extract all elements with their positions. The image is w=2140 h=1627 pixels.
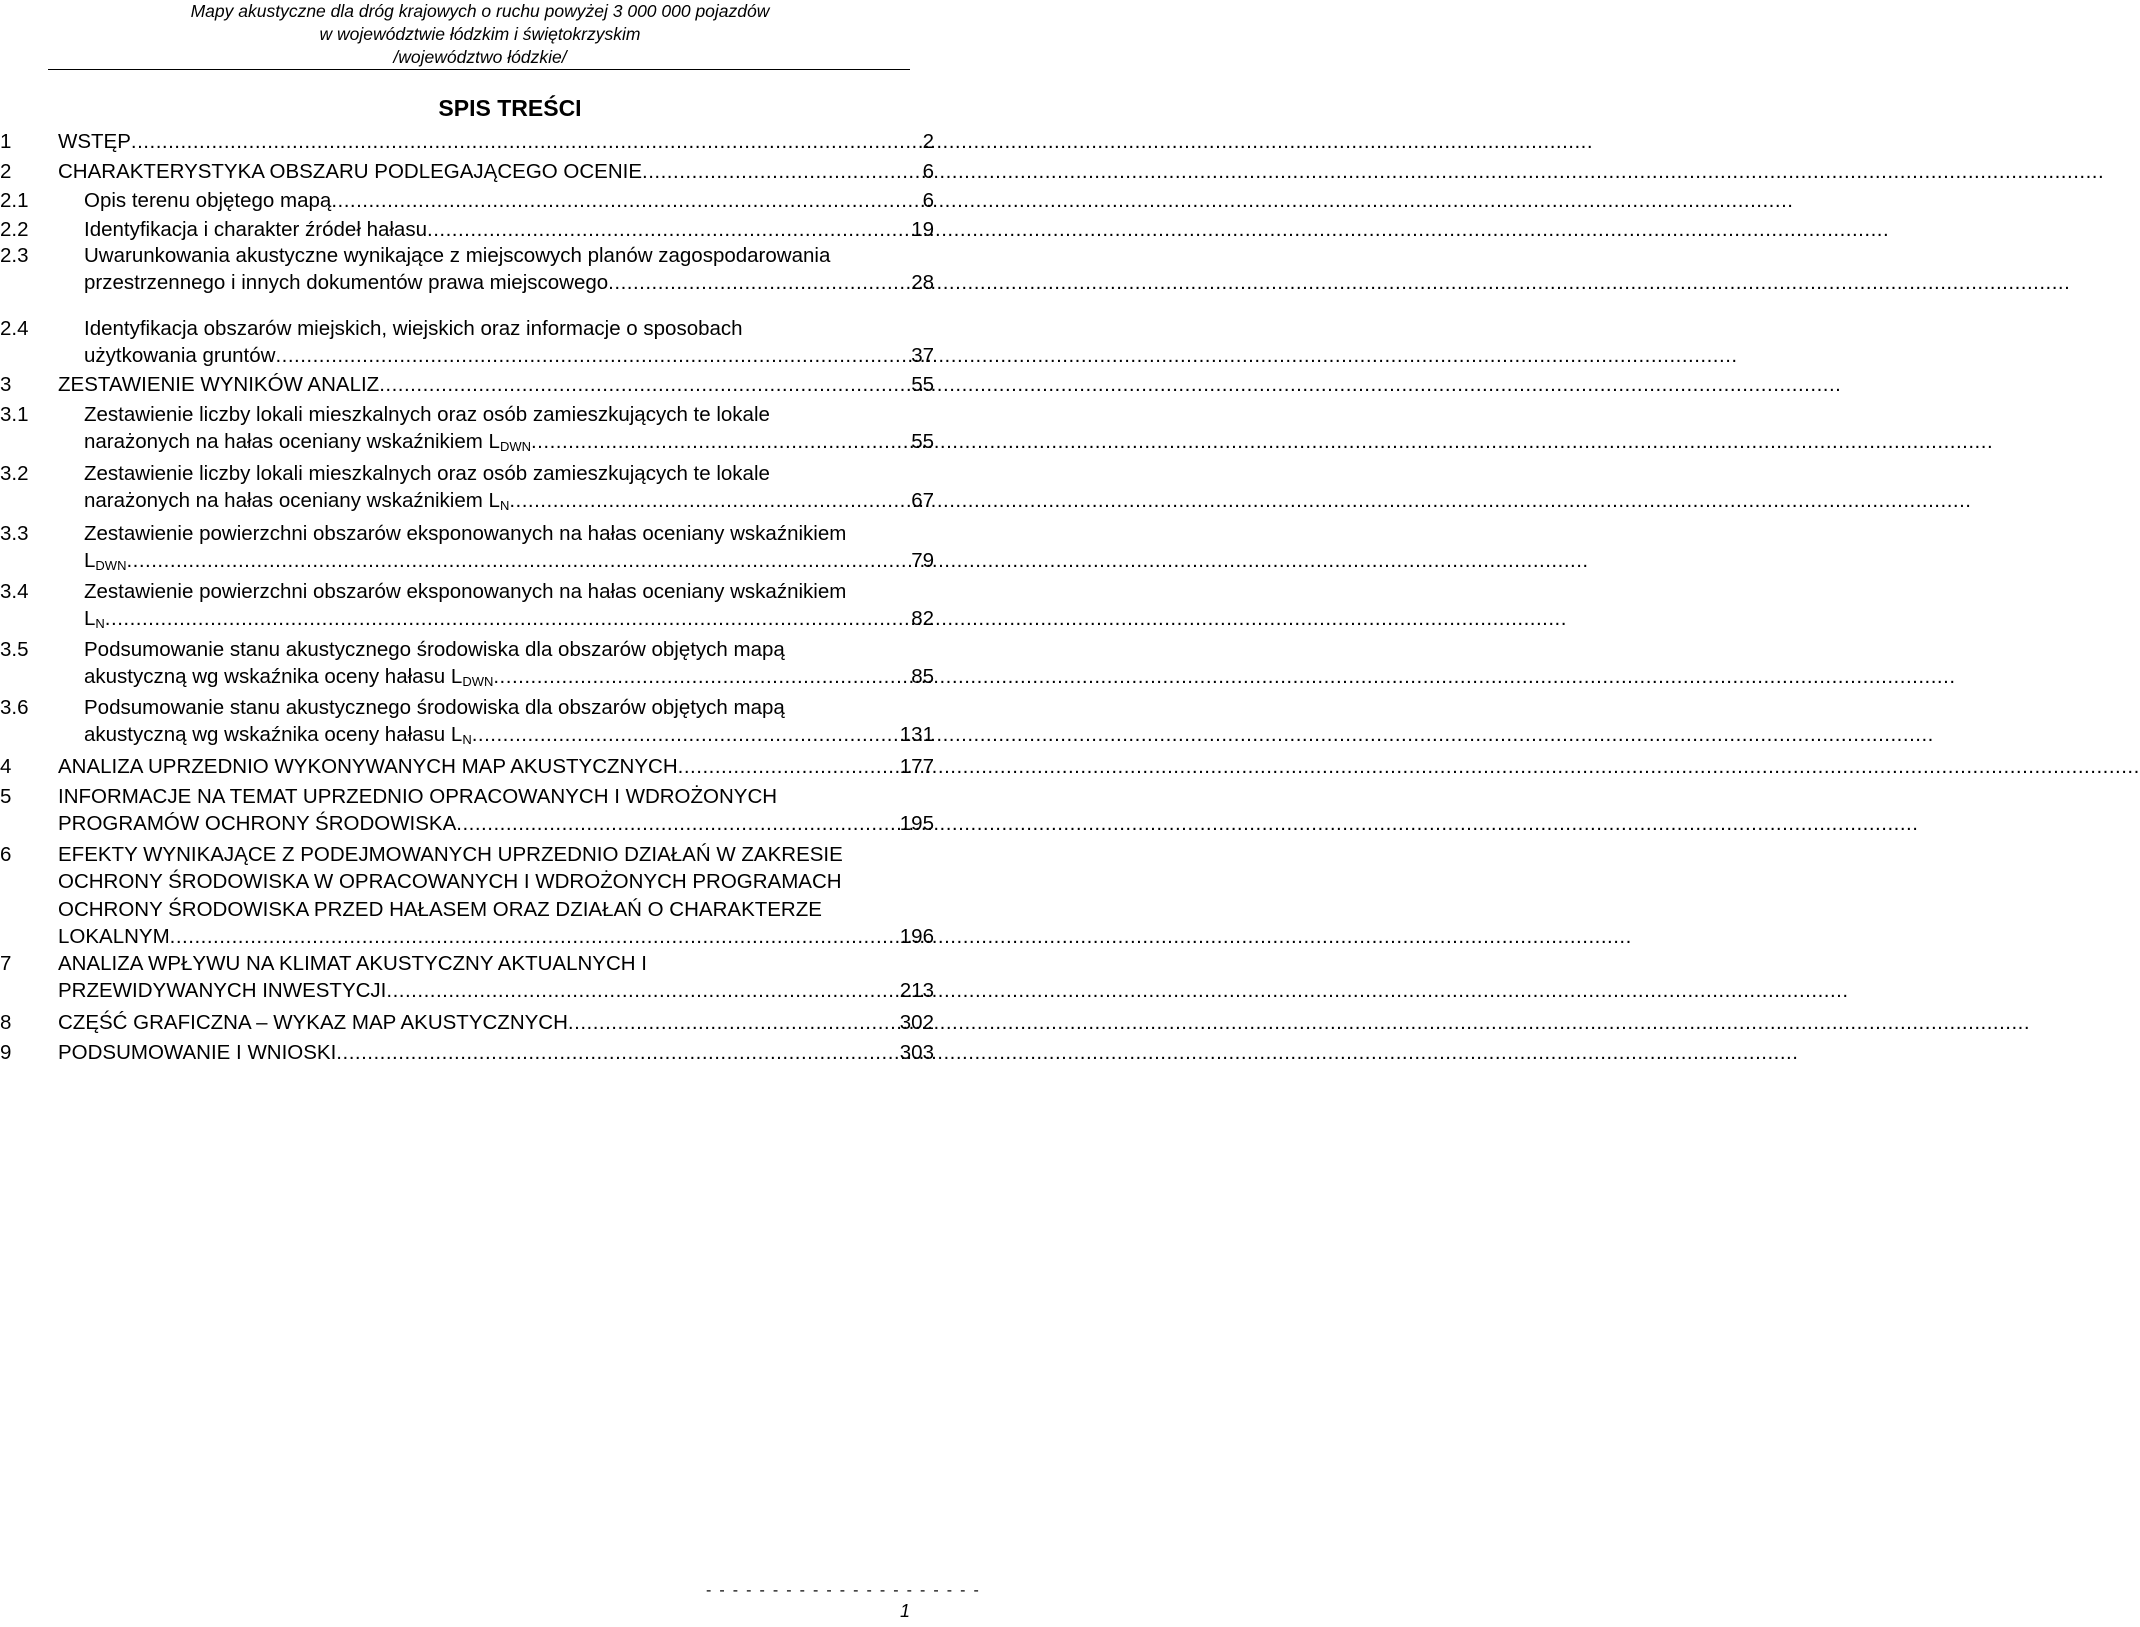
toc-entry-page: 82: [911, 607, 934, 631]
toc-entry[interactable]: [0, 841, 934, 950]
toc-entry-title: $L_N$: [84, 607, 105, 632]
header-line-1: Mapy akustyczne dla dróg krajowych o ruchu powyżej 3 000 000 pojazdów: [190, 1, 770, 21]
toc-entry[interactable]: [0, 753, 934, 780]
toc-entry[interactable]: [0, 460, 934, 515]
toc-entry-title: Opis terenu objętego mapą: [84, 189, 332, 212]
toc-entry-text-line: Uwarunkowania akustyczne wynikające z miejscowych planów zagospodarowania: [84, 244, 831, 267]
toc-entry-number: 3.2: [0, 462, 29, 485]
toc-entry-text-line: Podsumowanie stanu akustycznego środowiska dla obszarów objętych mapą: [84, 638, 785, 661]
dot-leader: [493, 663, 910, 690]
toc-entry-page: 55: [911, 430, 934, 454]
toc-entry-page: 303: [899, 1041, 934, 1064]
toc-entry-number: 3.3: [0, 522, 29, 545]
toc-entry-page: 37: [911, 344, 934, 368]
toc-entry-subscript: N: [95, 616, 105, 632]
dot-leader: [531, 428, 910, 455]
toc-entry[interactable]: [0, 950, 934, 1005]
dot-leader: [275, 342, 910, 369]
dot-leader: [427, 216, 910, 243]
page-number: 1: [900, 1601, 911, 1621]
toc-entry-subscript: DWN: [95, 558, 127, 574]
toc-entry[interactable]: [0, 216, 934, 243]
toc-entry-number: 7: [0, 952, 12, 975]
toc-entry-number: 6: [0, 843, 12, 866]
toc-entry-title: przestrzennego i innych dokumentów prawa miejscowego: [84, 271, 609, 295]
toc-entry-page: 55: [911, 373, 934, 396]
dot-leader: [131, 128, 922, 155]
dot-leader: [170, 923, 899, 950]
toc-entry[interactable]: [0, 187, 934, 214]
dot-leader: [379, 371, 910, 398]
toc-entry[interactable]: [0, 520, 934, 575]
toc-entry-number: 9: [0, 1041, 12, 1064]
toc-entry[interactable]: [0, 636, 934, 691]
toc-entry-page: 79: [911, 549, 934, 573]
toc-entry-page: 28: [911, 271, 934, 295]
dot-leader: [678, 753, 899, 780]
toc-entry-text-line: OCHRONY ŚRODOWISKA W OPRACOWANYCH I WDROŻONYCH PROGRAMACH: [58, 870, 842, 894]
toc-entry-page: 177: [899, 755, 934, 778]
toc-entry-number: 3.1: [0, 403, 29, 426]
toc-entry-text-line: Zestawienie powierzchni obszarów eksponowanych na hałas oceniany wskaźnikiem: [84, 580, 847, 603]
toc-entry-text-line: Zestawienie powierzchni obszarów eksponowanych na hałas oceniany wskaźnikiem: [84, 522, 847, 545]
toc-title: SPIS TREŚCI: [438, 95, 582, 121]
toc-entry-text-line: Zestawienie liczby lokali mieszkalnych oraz osób zamieszkujących te lokale: [84, 462, 770, 485]
toc-entry-title: WSTĘP: [58, 130, 131, 153]
toc-entry-number: 2.3: [0, 244, 29, 267]
toc-entry[interactable]: [0, 578, 934, 633]
toc-entry-number: 2.4: [0, 317, 29, 340]
toc-entry-subscript: DWN: [462, 674, 494, 690]
toc-entry-subscript: N: [462, 732, 472, 748]
toc-entry-title: ANALIZA UPRZEDNIO WYKONYWANYCH MAP AKUSTYCZNYCH: [58, 755, 678, 778]
toc-entry-page: 85: [911, 665, 934, 689]
toc-entry-page: 195: [899, 812, 934, 836]
toc-entry-text-line: INFORMACJE NA TEMAT UPRZEDNIO OPRACOWANYCH I WDROŻONYCH: [58, 785, 778, 808]
toc-entry[interactable]: [0, 158, 934, 185]
toc-entry-page: 6: [922, 160, 934, 183]
toc-entry-number: 8: [0, 1011, 12, 1034]
toc-entry-text-line: ANALIZA WPŁYWU NA KLIMAT AKUSTYCZNY AKTUALNYCH I: [58, 952, 647, 975]
dot-leader: [126, 547, 910, 574]
toc-entry-page: 213: [899, 979, 934, 1003]
toc-entry-page: 302: [899, 1011, 934, 1034]
toc-entry-title: ZESTAWIENIE WYNIKÓW ANALIZ: [58, 373, 380, 396]
toc-entry[interactable]: [0, 783, 934, 838]
toc-entry-title: PROGRAMÓW OCHRONY ŚRODOWISKA: [58, 812, 457, 836]
toc-entry-text-line: EFEKTY WYNIKAJĄCE Z PODEJMOWANYCH UPRZEDNIO DZIAŁAŃ W ZAKRESIE: [58, 843, 843, 866]
toc-entry[interactable]: [0, 694, 934, 749]
toc-entry-title: narażonych na hałas oceniany wskaźnikiem $L_N$: [84, 489, 510, 514]
dot-leader: [336, 1039, 898, 1066]
toc-entry-number: 3.4: [0, 580, 29, 603]
toc-entry-page: 131: [899, 723, 934, 747]
toc-entry[interactable]: [0, 1009, 934, 1036]
dot-leader: [642, 158, 922, 185]
dot-leader: [509, 487, 910, 514]
dot-leader: [331, 187, 921, 214]
toc-entry-number: 5: [0, 785, 12, 808]
toc-entry-title: PRZEWIDYWANYCH INWESTYCJI: [58, 979, 387, 1003]
dot-leader: [472, 721, 899, 748]
toc-entry-title: akustyczną wg wskaźnika oceny hałasu $L_N$: [84, 723, 472, 748]
toc-entry-number: 3: [0, 373, 12, 396]
header-line-3: /województwo łódzkie/: [393, 47, 567, 67]
table-of-contents: [0, 0, 981, 1627]
toc-entry-number: 2: [0, 160, 12, 183]
toc-entry[interactable]: [0, 401, 934, 456]
toc-entry-text-line: OCHRONY ŚRODOWISKA PRZED HAŁASEM ORAZ DZIAŁAŃ O CHARAKTERZE: [58, 897, 822, 921]
toc-entry-page: 196: [899, 924, 934, 948]
toc-entry-subscript: N: [499, 498, 510, 514]
toc-entry-title: narażonych na hałas oceniany wskaźnikiem $L_{DWN}$: [84, 430, 531, 455]
toc-entry-text-line: Identyfikacja obszarów miejskich, wiejskich oraz informacje o sposobach: [84, 317, 743, 340]
toc-entry[interactable]: [0, 242, 934, 297]
toc-entry[interactable]: [0, 315, 934, 370]
toc-entry-text-line: Zestawienie liczby lokali mieszkalnych oraz osób zamieszkujących te lokale: [84, 403, 770, 426]
dot-leader: [608, 269, 910, 296]
toc-entry-number: 3.5: [0, 638, 29, 661]
dot-leader: [105, 605, 910, 632]
toc-entry-title: akustyczną wg wskaźnika oceny hałasu $L_{DWN}$: [84, 665, 494, 690]
toc-entry-title: PODSUMOWANIE I WNIOSKI: [58, 1041, 337, 1064]
toc-entry-number: 3.6: [0, 696, 29, 719]
toc-entry-page: 6: [922, 189, 934, 212]
toc-entry-title: LOKALNYM: [58, 924, 170, 948]
toc-entry-title: Identyfikacja i charakter źródeł hałasu: [84, 218, 427, 241]
dot-leader: [568, 1009, 899, 1036]
toc-entry-number: 2.2: [0, 218, 29, 241]
toc-entry[interactable]: [0, 1039, 934, 1066]
toc-entry-number: 1: [0, 130, 12, 153]
footer-divider: - - - - - - - - - - - - - - - - - - - - -: [706, 1582, 981, 1599]
toc-entry-number: 2.1: [0, 189, 29, 212]
toc-entry-title: $L_{DWN}$: [84, 549, 127, 574]
toc-entry-page: 67: [911, 489, 934, 513]
toc-entry-text-line: Podsumowanie stanu akustycznego środowiska dla obszarów objętych mapą: [84, 696, 785, 719]
toc-entry[interactable]: [0, 371, 934, 398]
toc-entry[interactable]: [0, 128, 934, 155]
dot-leader: [386, 977, 898, 1004]
toc-entry-page: 2: [922, 130, 934, 153]
toc-entry-subscript: DWN: [499, 439, 531, 455]
dot-leader: [456, 810, 899, 837]
toc-entry-page: 19: [911, 218, 934, 241]
toc-entry-title: CHARAKTERYSTYKA OBSZARU PODLEGAJĄCEGO OCENIE: [58, 160, 643, 183]
toc-entry-number: 4: [0, 755, 12, 778]
toc-entry-title: użytkowania gruntów: [84, 344, 276, 368]
header-line-2: w województwie łódzkim i świętokrzyskim: [319, 24, 641, 44]
toc-entry-title: CZĘŚĆ GRAFICZNA – WYKAZ MAP AKUSTYCZNYCH: [58, 1011, 568, 1034]
